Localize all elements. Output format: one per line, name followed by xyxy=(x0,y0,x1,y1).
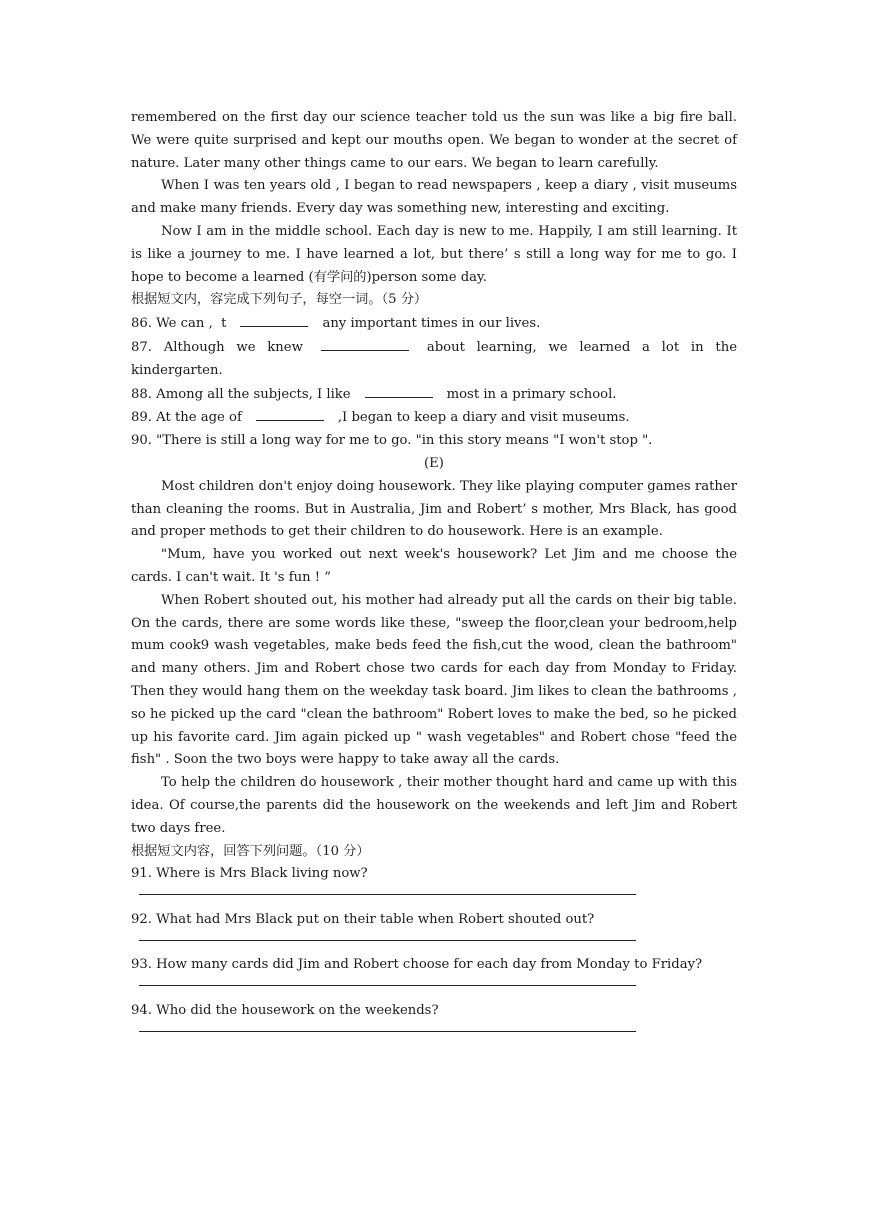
question-88 xyxy=(131,383,737,407)
question-87-start: 87. Although we knew xyxy=(131,339,303,355)
passage-e-heading: (E) xyxy=(424,455,444,471)
question-89-start: 89. At the age of xyxy=(131,410,242,426)
question-86-start: 86. We can , t xyxy=(131,316,227,332)
question-86 xyxy=(131,312,737,336)
answer-line-91[interactable] xyxy=(131,886,737,909)
passage-d-paragraph-3: Now I am in the middle school. Each day is new to me. Happily, I am still learning. It is like a journey to me. I have learned a lot, but there’ s still a long way for me to go. I hope to become a learned (有学问的)person some day. xyxy=(131,223,737,285)
task-e-instruction: 根据短文内容，回答下列问题。（10 分） xyxy=(131,843,370,859)
passage-e-paragraph-2: "Mum, have you worked out next week's housework? Let Jim and me choose the cards. I can't wait. It 's fun ! ” xyxy=(131,547,737,585)
answer-blank-86[interactable] xyxy=(240,312,308,327)
document-page xyxy=(131,107,737,1046)
passage-e-paragraph-3: When Robert shouted out, his mother had already put all the cards on their big table. On the cards, there are some words like these, "sweep the floor,clean your bedroom,help mum cook9 wash vegetables, make beds feed the fish,cut the wood, clean the bathroom" and many others. Jim and Robert chose two cards for each day from Monday to Friday. Then they would hang them on the weekday task board. Jim likes to clean the bathrooms , so he picked up the card "clean the bathroom" Robert loves to make the bed, so he picked up his favorite card. Jim again picked up " wash vegetables" and Robert chose "feed the fish" . Soon the two boys were happy to take away all the cards. xyxy=(131,592,737,768)
question-89-end: ,I began to keep a diary and visit museums. xyxy=(337,410,630,426)
question-87 xyxy=(131,336,737,383)
question-87-end: about learning, we learned a lot in the kindergarten. xyxy=(131,339,737,378)
question-91: 91. Where is Mrs Black living now? xyxy=(131,866,368,882)
question-88-end: most in a primary school. xyxy=(446,386,617,402)
answer-blank-89[interactable] xyxy=(256,406,324,421)
task-d-instruction: 根据短文内，容完成下列句子，每空一词。（5 分） xyxy=(131,292,428,308)
passage-d-paragraph-1: remembered on the first day our science teacher told us the sun was like a big fire ball. We were quite surprised and kept our mouths open. We began to wonder at the secret of nature. Later many other things came to our ears. We began to learn carefully. xyxy=(131,110,737,171)
passage-e-paragraph-4: To help the children do housework , their mother thought hard and came up with this idea. Of course,the parents did the housework on the weekends and left Jim and Robert two days free. xyxy=(131,775,737,836)
answer-blank-87[interactable] xyxy=(321,336,409,351)
question-90: 90. "There is still a long way for me to go. "in this story means "I won't stop ". xyxy=(131,433,653,449)
question-93: 93. How many cards did Jim and Robert choose for each day from Monday to Friday? xyxy=(131,957,703,973)
passage-d-paragraph-2: When I was ten years old , I began to read newspapers , keep a diary , visit museums and make many friends. Every day was something new, interesting and exciting. xyxy=(131,178,737,217)
question-92: 92. What had Mrs Black put on their table when Robert shouted out? xyxy=(131,911,595,927)
question-89 xyxy=(131,406,737,430)
question-88-start: 88. Among all the subjects, I like xyxy=(131,386,351,402)
question-94: 94. Who did the housework on the weekends? xyxy=(131,1003,439,1019)
passage-e-paragraph-1: Most children don't enjoy doing housework. They like playing computer games rather than cleaning the rooms. But in Australia, Jim and Robert’ s mother, Mrs Black, has good and proper methods to get their children to do housework. Here is an example. xyxy=(131,478,737,540)
question-86-end: any important times in our lives. xyxy=(322,316,541,332)
answer-line-94[interactable] xyxy=(131,1023,737,1046)
answer-blank-88[interactable] xyxy=(365,383,433,398)
answer-line-93[interactable] xyxy=(131,977,737,1000)
answer-line-92[interactable] xyxy=(131,932,737,955)
